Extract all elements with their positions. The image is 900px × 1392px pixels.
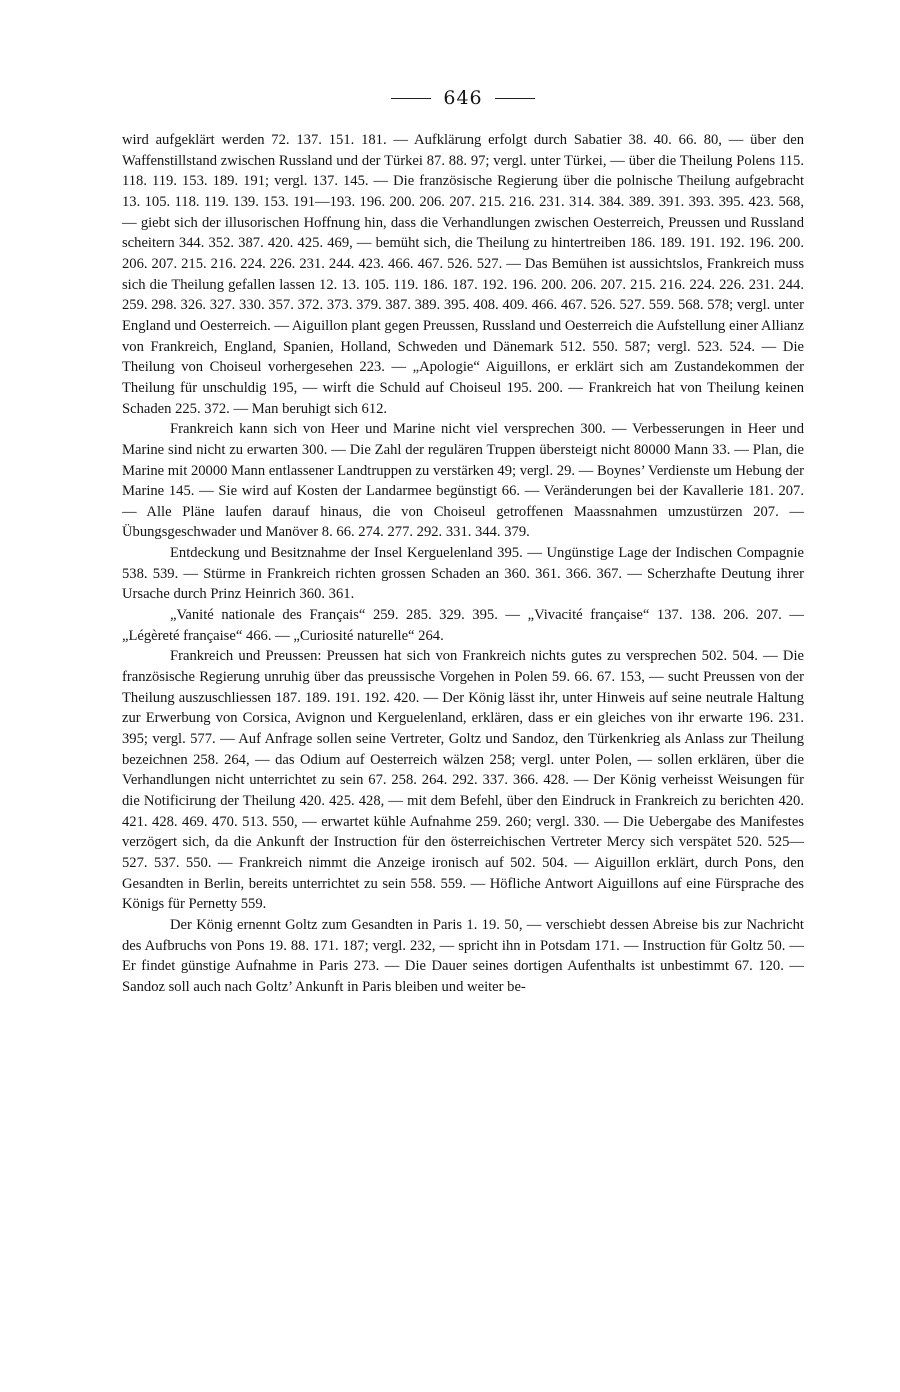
paragraph-2: Frankreich kann sich von Heer und Marine nicht viel versprechen 300. — Verbesserungen in Heer und Marine sind nicht zu erwarten 300. — Die Zahl der regulären Truppen übersteigt nicht 80000 Mann 33. — Plan, die Marine mit 20000 Mann entlassener Landtruppen zu verstärken 49; vergl. 29. — Boynes’ Verdienste um Hebung der Marine 145. — Sie wird auf Kosten der Landarmee begünstigt 66. — Veränderungen bei der Kavallerie 181. 207. — Alle Pläne laufen darauf hinaus, die von Choiseul getroffenen Maassnahmen umzustürzen 207. — Übungsgeschwader und Manöver 8. 66. 274. 277. 292. 331. 344. 379. (122, 421, 804, 541)
paragraph-5: Frankreich und Preussen: Preussen hat sich von Frankreich nichts gutes zu versprechen 502. 504. — Die französische Regierung unruhig über das preussische Vorgehen in Polen 59. 66. 67. 153, — sucht Preussen von der Theilung auszuschliessen 187. 189. 191. 192. 420. — Der König lässt ihr, unter Hinweis auf seine neutrale Haltung zur Erwerbung von Corsica, Avignon und Kerguelenland, erklären, dass er ein gleiches von ihr erwarte 196. 231. 395; vergl. 577. — Auf Anfrage sollen seine Vertreter, Goltz und Sandoz, den Türkenkrieg als Anlass zur Theilung bezeichnen 258. 264, — das Odium auf Oesterreich wälzen 258; vergl. unter Polen, — sollen erklären, über die Verhandlungen nicht unterrichtet zu sein 67. 258. 264. 292. 337. 366. 428. — Der König verheisst Weisungen für die Notificirung der Theilung 420. 425. 428, — mit dem Befehl, über den Eindruck in Frankreich zu berichten 420. 421. 428. 469. 470. 513. 550, — erwartet kühle Aufnahme 259. 260; vergl. 330. — Die Uebergabe des Manifestes verzögert sich, da die Ankunft der Instruction für den österreichischen Vertreter Mercy sich verspätet 520. 525—527. 537. 550. — Frankreich nimmt die Anzeige ironisch auf 502. 504. — Aiguillon erklärt, durch Pons, den Gesandten in Berlin, bereits unterrichtet zu sein 558. 559. — Höfliche Antwort Aiguillons auf eine Fürsprache des Königs für Pernetty 559. (122, 648, 804, 913)
index-text (122, 130, 804, 998)
paragraph-6: Der König ernennt Goltz zum Gesandten in Paris 1. 19. 50, — verschiebt dessen Abreise bis zur Nachricht des Aufbruchs von Pons 19. 88. 171. 187; vergl. 232, — spricht ihn in Potsdam 171. — Instruction für Goltz 50. — Er findet günstige Aufnahme in Paris 273. — Die Dauer seines dortigen Aufenthalts ist unbestimmt 67. 120. — Sandoz soll auch nach Goltz’ Ankunft in Paris bleiben und weiter be- (122, 916, 804, 995)
page-header (122, 84, 804, 112)
header-rule-right (495, 98, 535, 99)
header-rule-left (391, 98, 431, 99)
page-number: 646 (443, 87, 483, 109)
paragraph-1: wird aufgeklärt werden 72. 137. 151. 181. — Aufklärung erfolgt durch Sabatier 38. 40. 66. 80, — über den Waffenstillstand zwischen Russland und der Türkei 87. 88. 97; vergl. unter Türkei, — über die Theilung Polens 115. 118. 119. 153. 189. 191; vergl. 137. 145. — Die französische Regierung über die polnische Theilung aufgebracht 13. 105. 118. 119. 139. 153. 191—193. 196. 200. 206. 207. 215. 216. 231. 314. 384. 389. 391. 393. 395. 423. 568, — giebt sich der illusorischen Hoffnung hin, dass die Verhandlungen zwischen Oesterreich, Preussen und Russland scheitern 344. 352. 387. 420. 425. 469, — bemüht sich, die Theilung zu hintertreiben 186. 189. 191. 192. 196. 200. 206. 207. 215. 216. 224. 226. 231. 244. 423. 466. 467. 526. 527. — Das Bemühen ist aussichtslos, Frankreich muss sich die Theilung gefallen lassen 12. 13. 105. 119. 186. 187. 192. 196. 200. 206. 207. 215. 216. 224. 226. 231. 244. 259. 298. 326. 327. 330. 357. 372. 373. 379. 387. 389. 395. 408. 409. 466. 467. 526. 527. 559. 568. 578; vergl. unter England und Oesterreich. — Aiguillon plant gegen Preussen, Russland und Oesterreich die Aufstellung einer Allianz von Frankreich, England, Spanien, Holland, Schweden und Dänemark 512. 550. 587; vergl. 523. 524. — Die Theilung von Choiseul vorhergesehen 223. — „Apologie“ Aiguillons, er erklärt sich am Zustandekommen der Theilung für unschuldig 195, — wirft die Schuld auf Choiseul 195. 200. — Frankreich hat von Theilung keinen Schaden 225. 372. — Man beruhigt sich 612. (122, 132, 804, 417)
paragraph-3: Entdeckung und Besitznahme der Insel Kerguelenland 395. — Ungünstige Lage der Indischen Compagnie 538. 539. — Stürme in Frankreich richten grossen Schaden an 360. 361. 366. 367. — Scherzhafte Deutung ihrer Ursache durch Prinz Heinrich 360. 361. (122, 545, 804, 603)
paragraph-4: „Vanité nationale des Français“ 259. 285. 329. 395. — „Vivacité française“ 137. 138. 206. 207. — „Légèreté française“ 466. — „Curiosité naturelle“ 264. (122, 607, 804, 644)
